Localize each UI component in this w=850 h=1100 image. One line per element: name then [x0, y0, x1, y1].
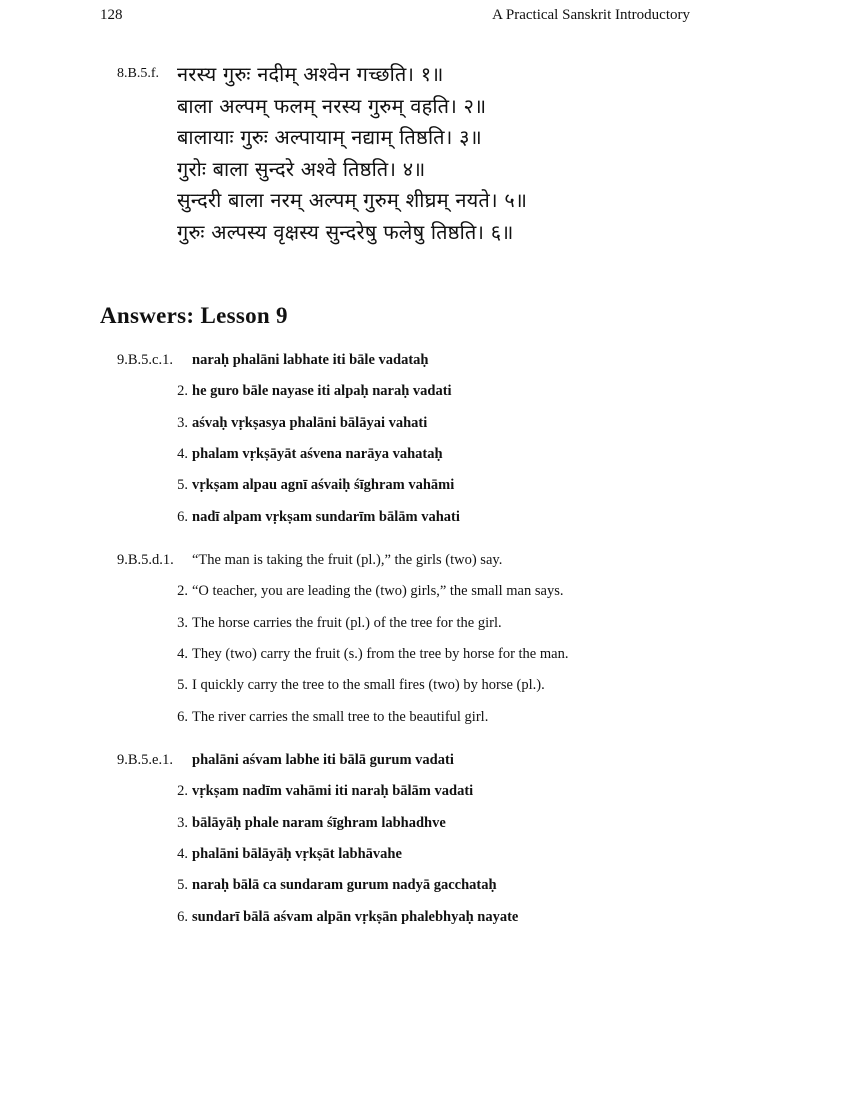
item-label: 4.: [177, 446, 188, 463]
item-label: 4.: [177, 646, 188, 663]
item-label: 3.: [177, 614, 188, 631]
running-header: A Practical Sanskrit Introductory: [492, 7, 690, 23]
item-label: 2.: [177, 783, 188, 800]
list-item: [117, 670, 757, 701]
item-label: 4.: [177, 846, 188, 863]
list-item: [117, 345, 757, 376]
sanskrit-text: गुरोः बाला सुन्दरे अश्वे तिष्ठति। ४॥: [177, 156, 426, 181]
exercise-label: 8.B.5.f.: [117, 65, 159, 81]
list-item: [117, 745, 757, 776]
item-text: They (two) carry the fruit (s.) from the tree by horse for the man.: [192, 646, 569, 663]
item-text: sundarī bālā aśvam alpān vṛkṣān phalebhyaḥ nayate: [192, 908, 519, 925]
item-text: vṛkṣam nadīm vahāmi iti naraḥ bālām vadati: [192, 783, 474, 800]
item-label: 9.B.5.c.1.: [117, 352, 173, 369]
item-text: bālāyāḥ phale naram śīghram labhadhve: [192, 814, 446, 831]
item-label: 5.: [177, 477, 188, 494]
sanskrit-line: [117, 121, 757, 153]
sanskrit-text: सुन्दरी बाला नरम् अल्पम् गुरुम् शीघ्रम् नयते। ५॥: [177, 188, 528, 213]
item-label: 6.: [177, 708, 188, 725]
item-label: 3.: [177, 814, 188, 831]
item-label: 6.: [177, 908, 188, 925]
item-text: aśvaḥ vṛkṣasya phalāni bālāyai vahati: [192, 414, 428, 431]
item-label: 9.B.5.e.1.: [117, 752, 173, 769]
item-text: naraḥ phalāni labhate iti bāle vadataḥ: [192, 352, 429, 369]
sanskrit-text: बाला अल्पम् फलम् नरस्य गुरुम् वहति। २॥: [177, 93, 487, 118]
item-label: 5.: [177, 677, 188, 694]
item-label: 3.: [177, 414, 188, 431]
item-label: 5.: [177, 877, 188, 894]
item-text: phalāni bālāyāḥ vṛkṣāt labhāvahe: [192, 846, 402, 863]
answer-group-c: [117, 345, 757, 533]
item-label: 9.B.5.d.1.: [117, 552, 174, 569]
sanskrit-text: बालायाः गुरुः अल्पायाम् नद्याम् तिष्ठति। ३॥: [177, 125, 482, 150]
sanskrit-exercise: [117, 58, 757, 247]
sanskrit-text: गुरुः अल्पस्य वृक्षस्य सुन्दरेषु फलेषु तिष्ठति। ६॥: [177, 219, 514, 244]
item-text: he guro bāle nayase iti alpaḥ naraḥ vadati: [192, 383, 452, 400]
item-label: 2.: [177, 383, 188, 400]
list-item: [117, 376, 757, 407]
list-item: [117, 576, 757, 607]
list-item: [117, 470, 757, 501]
list-item: [117, 439, 757, 470]
sanskrit-line: [117, 184, 757, 216]
item-text: phalāni aśvam labhe iti bālā gurum vadati: [192, 752, 454, 769]
sanskrit-line: [117, 90, 757, 122]
item-text: The horse carries the fruit (pl.) of the tree for the girl.: [192, 614, 502, 631]
item-text: I quickly carry the tree to the small fires (two) by horse (pl.).: [192, 677, 545, 694]
item-label: 6.: [177, 508, 188, 525]
item-text: phalam vṛkṣāyāt aśvena narāya vahataḥ: [192, 446, 443, 463]
section-heading: Answers: Lesson 9: [100, 303, 288, 328]
page-number: 128: [100, 7, 123, 23]
list-item: [117, 839, 757, 870]
list-item: [117, 776, 757, 807]
item-text: naraḥ bālā ca sundaram gurum nadyā gacchataḥ: [192, 877, 497, 894]
answer-group-e: [117, 745, 757, 933]
sanskrit-line: [117, 216, 757, 248]
sanskrit-line: [117, 153, 757, 185]
list-item: [117, 608, 757, 639]
sanskrit-line: [117, 58, 757, 90]
item-label: 2.: [177, 583, 188, 600]
answer-group-d: [117, 545, 757, 733]
item-text: The river carries the small tree to the beautiful girl.: [192, 708, 489, 725]
list-item: [117, 545, 757, 576]
list-item: [117, 639, 757, 670]
list-item: [117, 701, 757, 732]
list-item: [117, 808, 757, 839]
list-item: [117, 901, 757, 932]
list-item: [117, 501, 757, 532]
list-item: [117, 870, 757, 901]
list-item: [117, 408, 757, 439]
item-text: “O teacher, you are leading the (two) girls,” the small man says.: [192, 583, 564, 600]
sanskrit-text: नरस्य गुरुः नदीम् अश्वेन गच्छति। १॥: [177, 62, 444, 87]
item-text: “The man is taking the fruit (pl.),” the girls (two) say.: [192, 552, 503, 569]
item-text: nadī alpam vṛkṣam sundarīm bālām vahati: [192, 508, 460, 525]
item-text: vṛkṣam alpau agnī aśvaiḥ śīghram vahāmi: [192, 477, 455, 494]
